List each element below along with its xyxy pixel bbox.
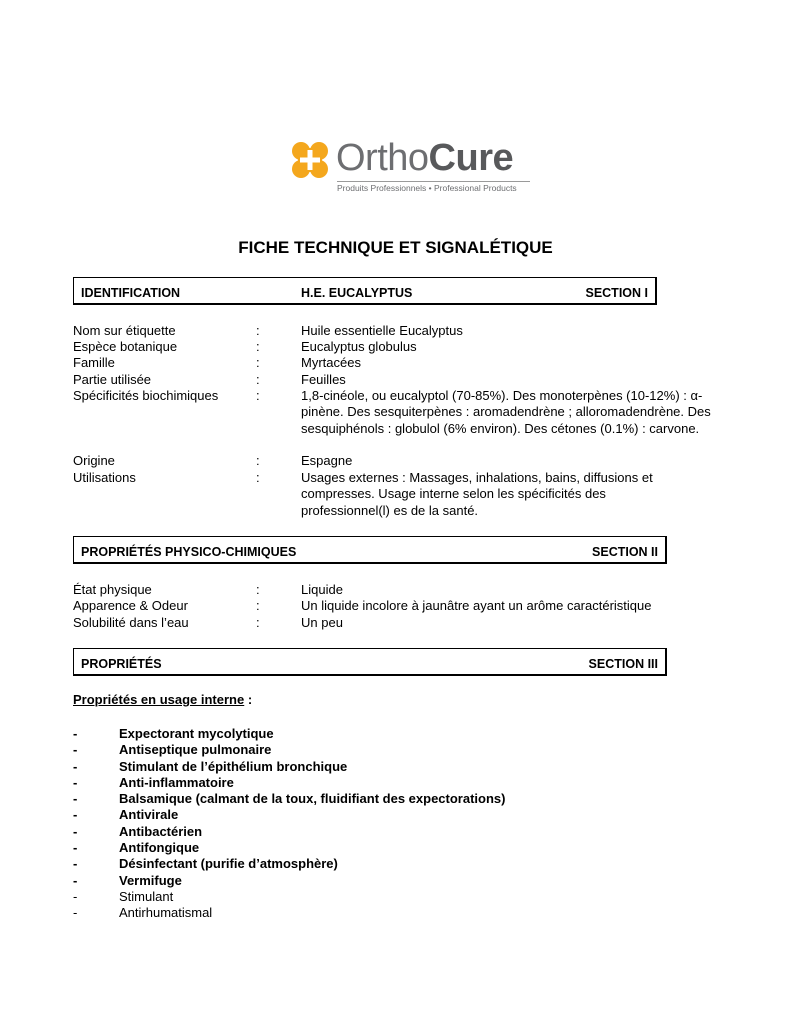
cross-flower-logo-icon xyxy=(290,140,330,180)
list-item-text: Expectorant mycolytique xyxy=(119,726,274,741)
field-colon: : xyxy=(256,323,260,338)
section-header-identification xyxy=(73,277,657,305)
list-dash: - xyxy=(73,905,78,921)
list-dash: - xyxy=(73,791,78,807)
section-number: SECTION III xyxy=(588,657,658,671)
section-header-physico-chimiques xyxy=(73,536,667,564)
list-dash: - xyxy=(73,840,78,856)
field-colon: : xyxy=(256,453,260,468)
section-label: PROPRIÉTÉS PHYSICO-CHIMIQUES xyxy=(81,545,297,559)
field-label: État physique xyxy=(73,582,152,597)
field-colon: : xyxy=(256,598,260,613)
list-item-text: Antibactérien xyxy=(119,823,203,839)
field-colon: : xyxy=(256,388,260,403)
field-label: Apparence & Odeur xyxy=(73,598,188,613)
field-colon: : xyxy=(256,470,260,485)
section-label: PROPRIÉTÉS xyxy=(81,657,162,671)
field-label: Spécificités biochimiques xyxy=(73,388,219,403)
list-dash: - xyxy=(73,726,78,741)
field-value: Eucalyptus globulus xyxy=(301,339,417,354)
list-item-text: Stimulant xyxy=(119,888,174,904)
field-value: Huile essentielle Eucalyptus xyxy=(301,323,463,338)
list-item-text: Antifongique xyxy=(119,840,200,856)
list-item-text: Antiseptique pulmonaire xyxy=(119,742,272,758)
section-number: SECTION II xyxy=(592,545,658,559)
subheading-suffix: : xyxy=(244,692,253,707)
field-value: Feuilles xyxy=(301,372,346,387)
field-label: Utilisations xyxy=(73,470,136,485)
list-dash: - xyxy=(73,774,78,790)
section-product: H.E. EUCALYPTUS xyxy=(301,286,413,300)
logo-wordmark xyxy=(336,138,513,178)
subheading-usage-interne xyxy=(73,692,252,707)
section-number: SECTION I xyxy=(585,286,648,300)
field-colon: : xyxy=(256,582,260,597)
list-dash: - xyxy=(73,758,78,774)
document-title: FICHE TECHNIQUE ET SIGNALÉTIQUE xyxy=(238,238,553,257)
field-value: Un liquide incolore à jaunâtre ayant un arôme caractéristique xyxy=(301,598,652,613)
orthocure-logo xyxy=(290,137,540,196)
field-value: 1,8-cinéole, ou eucalyptol (70-85%). Des monoterpènes (10-12%) : α-pinène. Des sesquiterpènes : aromadendrène ; alloromadendrène. Des sesquiphénols : globulol (6% environ). Des cétones (0.1%) : carvone. xyxy=(301,388,711,436)
field-value: Liquide xyxy=(301,582,343,597)
subheading-text: Propriétés en usage interne xyxy=(73,692,245,707)
list-item-text: Stimulant de l’épithélium bronchique xyxy=(119,758,348,774)
field-value: Espagne xyxy=(301,453,353,468)
field-value: Myrtacées xyxy=(301,355,361,370)
field-label: Solubilité dans l’eau xyxy=(73,615,189,630)
list-item-text: Antirhumatismal xyxy=(119,905,213,921)
list-dash: - xyxy=(73,823,78,839)
list-item-text: Désinfectant (purifie d’atmosphère) xyxy=(119,856,338,872)
field-value: Un peu xyxy=(301,615,343,630)
logo-divider xyxy=(337,181,530,182)
field-label: Origine xyxy=(73,453,115,468)
field-label: Partie utilisée xyxy=(73,372,152,387)
list-dash: - xyxy=(73,888,78,904)
section-header-proprietes xyxy=(73,648,667,676)
list-item-text: Vermifuge xyxy=(119,872,182,888)
list-item-text: Balsamique (calmant de la toux, fluidifiant des expectorations) xyxy=(119,791,506,807)
logo-word-ortho: Ortho xyxy=(336,137,429,179)
list-dash: - xyxy=(73,856,78,872)
field-label: Famille xyxy=(73,355,115,370)
logo-tagline: Produits Professionnels • Professional Products xyxy=(337,183,517,193)
field-value: Usages externes : Massages, inhalations, bains, diffusions et compresses. Usage interne selon les spécificités des professionnel(l) es de la santé. xyxy=(301,470,653,518)
field-label: Nom sur étiquette xyxy=(73,323,176,338)
section-label: IDENTIFICATION xyxy=(81,286,181,300)
list-item-text: Antivirale xyxy=(119,807,179,823)
field-colon: : xyxy=(256,615,260,630)
field-colon: : xyxy=(256,372,260,387)
logo-word-cure: Cure xyxy=(428,137,514,179)
field-colon: : xyxy=(256,355,260,370)
field-label: Espèce botanique xyxy=(73,339,178,354)
field-colon: : xyxy=(256,339,260,354)
list-dash: - xyxy=(73,742,78,758)
list-dash: - xyxy=(73,872,78,888)
list-dash: - xyxy=(73,807,78,823)
list-item-text: Anti-inflammatoire xyxy=(119,774,234,790)
